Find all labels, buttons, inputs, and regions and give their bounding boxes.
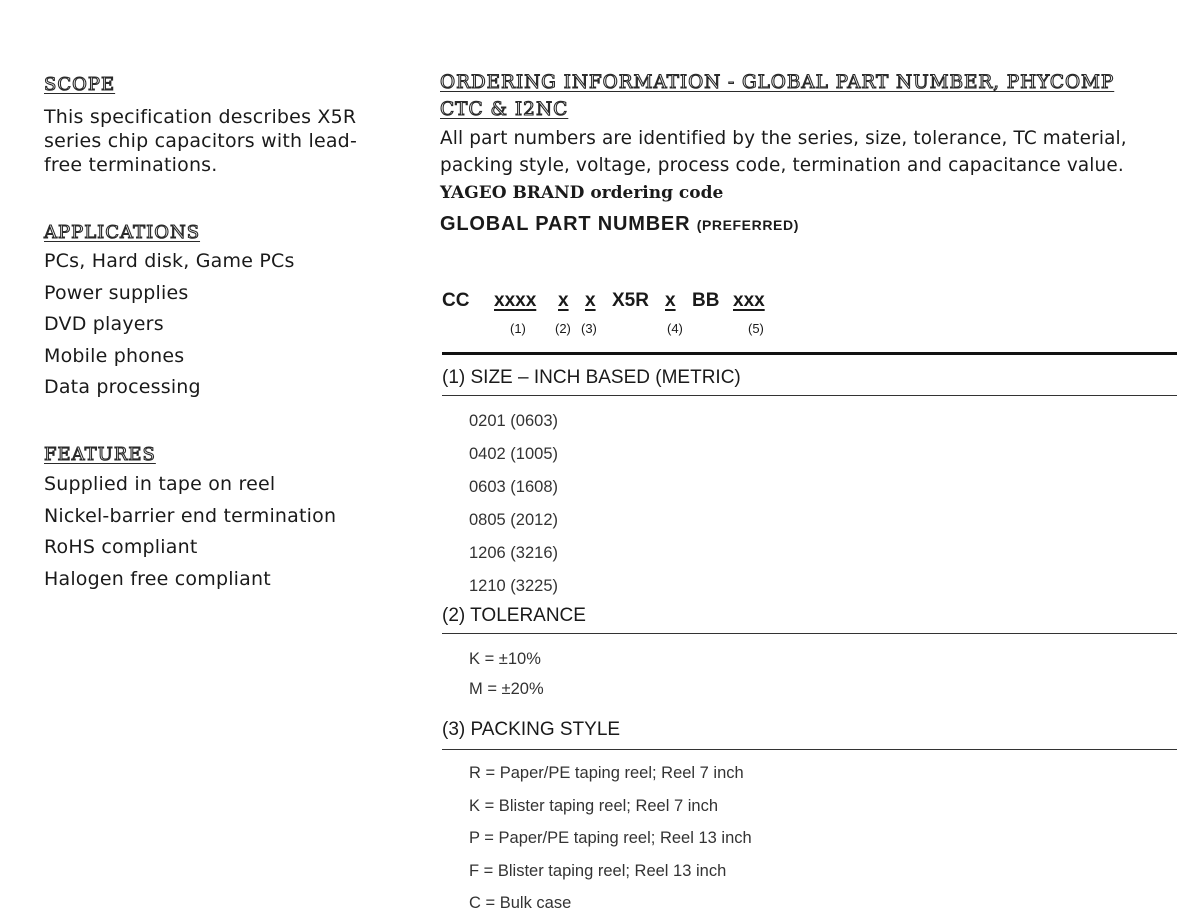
- features-heading: FEATURES: [44, 443, 156, 465]
- code-tolerance: x: [558, 290, 569, 311]
- index-3: (3): [581, 321, 597, 336]
- list-item: Power supplies: [44, 281, 189, 304]
- gpn-label: GLOBAL PART NUMBER: [440, 213, 691, 235]
- tolerance-options: [469, 644, 544, 704]
- index-2: (2): [555, 321, 571, 336]
- global-part-number-title: [440, 213, 1180, 236]
- scope-text: This specification describes X5R series chip capacitors with lead-free terminations.: [44, 106, 357, 176]
- code-capacitance: xxx: [733, 290, 765, 311]
- packing-option: P = Paper/PE taping reel; Reel 13 inch: [469, 829, 752, 847]
- code-tc-material: X5R: [612, 290, 649, 311]
- size-option: 1206 (3216): [469, 544, 558, 562]
- size-option: 1210 (3225): [469, 577, 558, 595]
- ordering-heading: ORDERING INFORMATION - GLOBAL PART NUMBER, PHYCOMP: [440, 72, 1115, 93]
- list-item: Data processing: [44, 376, 201, 399]
- index-1: (1): [510, 321, 526, 336]
- size-option: 0402 (1005): [469, 445, 558, 463]
- divider-rule: [442, 352, 1177, 355]
- gpn-suffix: (PREFERRED): [696, 217, 799, 233]
- packing-option: R = Paper/PE taping reel; Reel 7 inch: [469, 764, 744, 782]
- brand-code-label: YAGEO BRAND ordering code: [440, 183, 724, 203]
- list-item: DVD players: [44, 313, 164, 336]
- size-options: [469, 405, 558, 603]
- size-section-title: (1) SIZE – INCH BASED (METRIC): [442, 367, 1177, 396]
- features-list: [44, 469, 389, 595]
- tolerance-section-title: (2) TOLERANCE: [442, 605, 1177, 634]
- packing-option: C = Bulk case: [469, 894, 572, 912]
- list-item: Supplied in tape on reel: [44, 472, 276, 495]
- packing-section-title: (3) PACKING STYLE: [442, 719, 1177, 750]
- right-column: [440, 72, 1180, 236]
- size-option: 0201 (0603): [469, 412, 558, 430]
- ordering-heading-continued: CTC & I2NC: [440, 99, 569, 120]
- list-item: RoHS compliant: [44, 536, 198, 559]
- tolerance-option: M = ±20%: [469, 680, 544, 698]
- code-packing: x: [585, 290, 596, 311]
- size-option: 0805 (2012): [469, 511, 558, 529]
- code-voltage: x: [665, 290, 676, 311]
- code-process: BB: [692, 290, 720, 311]
- index-4: (4): [667, 321, 683, 336]
- applications-list: [44, 246, 389, 404]
- size-option: 0603 (1608): [469, 478, 558, 496]
- list-item: Mobile phones: [44, 344, 185, 367]
- list-item: PCs, Hard disk, Game PCs: [44, 250, 295, 272]
- code-series: CC: [442, 290, 470, 311]
- left-column: [44, 72, 389, 595]
- applications-heading: APPLICATIONS: [44, 222, 201, 243]
- intro-text: All part numbers are identified by the series, size, tolerance, TC material, packing style, voltage, process code, termination and capacitance value.: [440, 128, 1127, 176]
- packing-option: K = Blister taping reel; Reel 7 inch: [469, 796, 719, 815]
- list-item: Nickel-barrier end termination: [44, 504, 337, 527]
- packing-option: F = Blister taping reel; Reel 13 inch: [469, 861, 727, 880]
- list-item: Halogen free compliant: [44, 567, 271, 590]
- part-number-code: [442, 290, 842, 350]
- index-5: (5): [748, 321, 764, 336]
- code-size: xxxx: [494, 290, 537, 311]
- packing-options: [469, 757, 752, 920]
- scope-heading: SCOPE: [44, 74, 116, 95]
- tolerance-option: K = ±10%: [469, 650, 541, 668]
